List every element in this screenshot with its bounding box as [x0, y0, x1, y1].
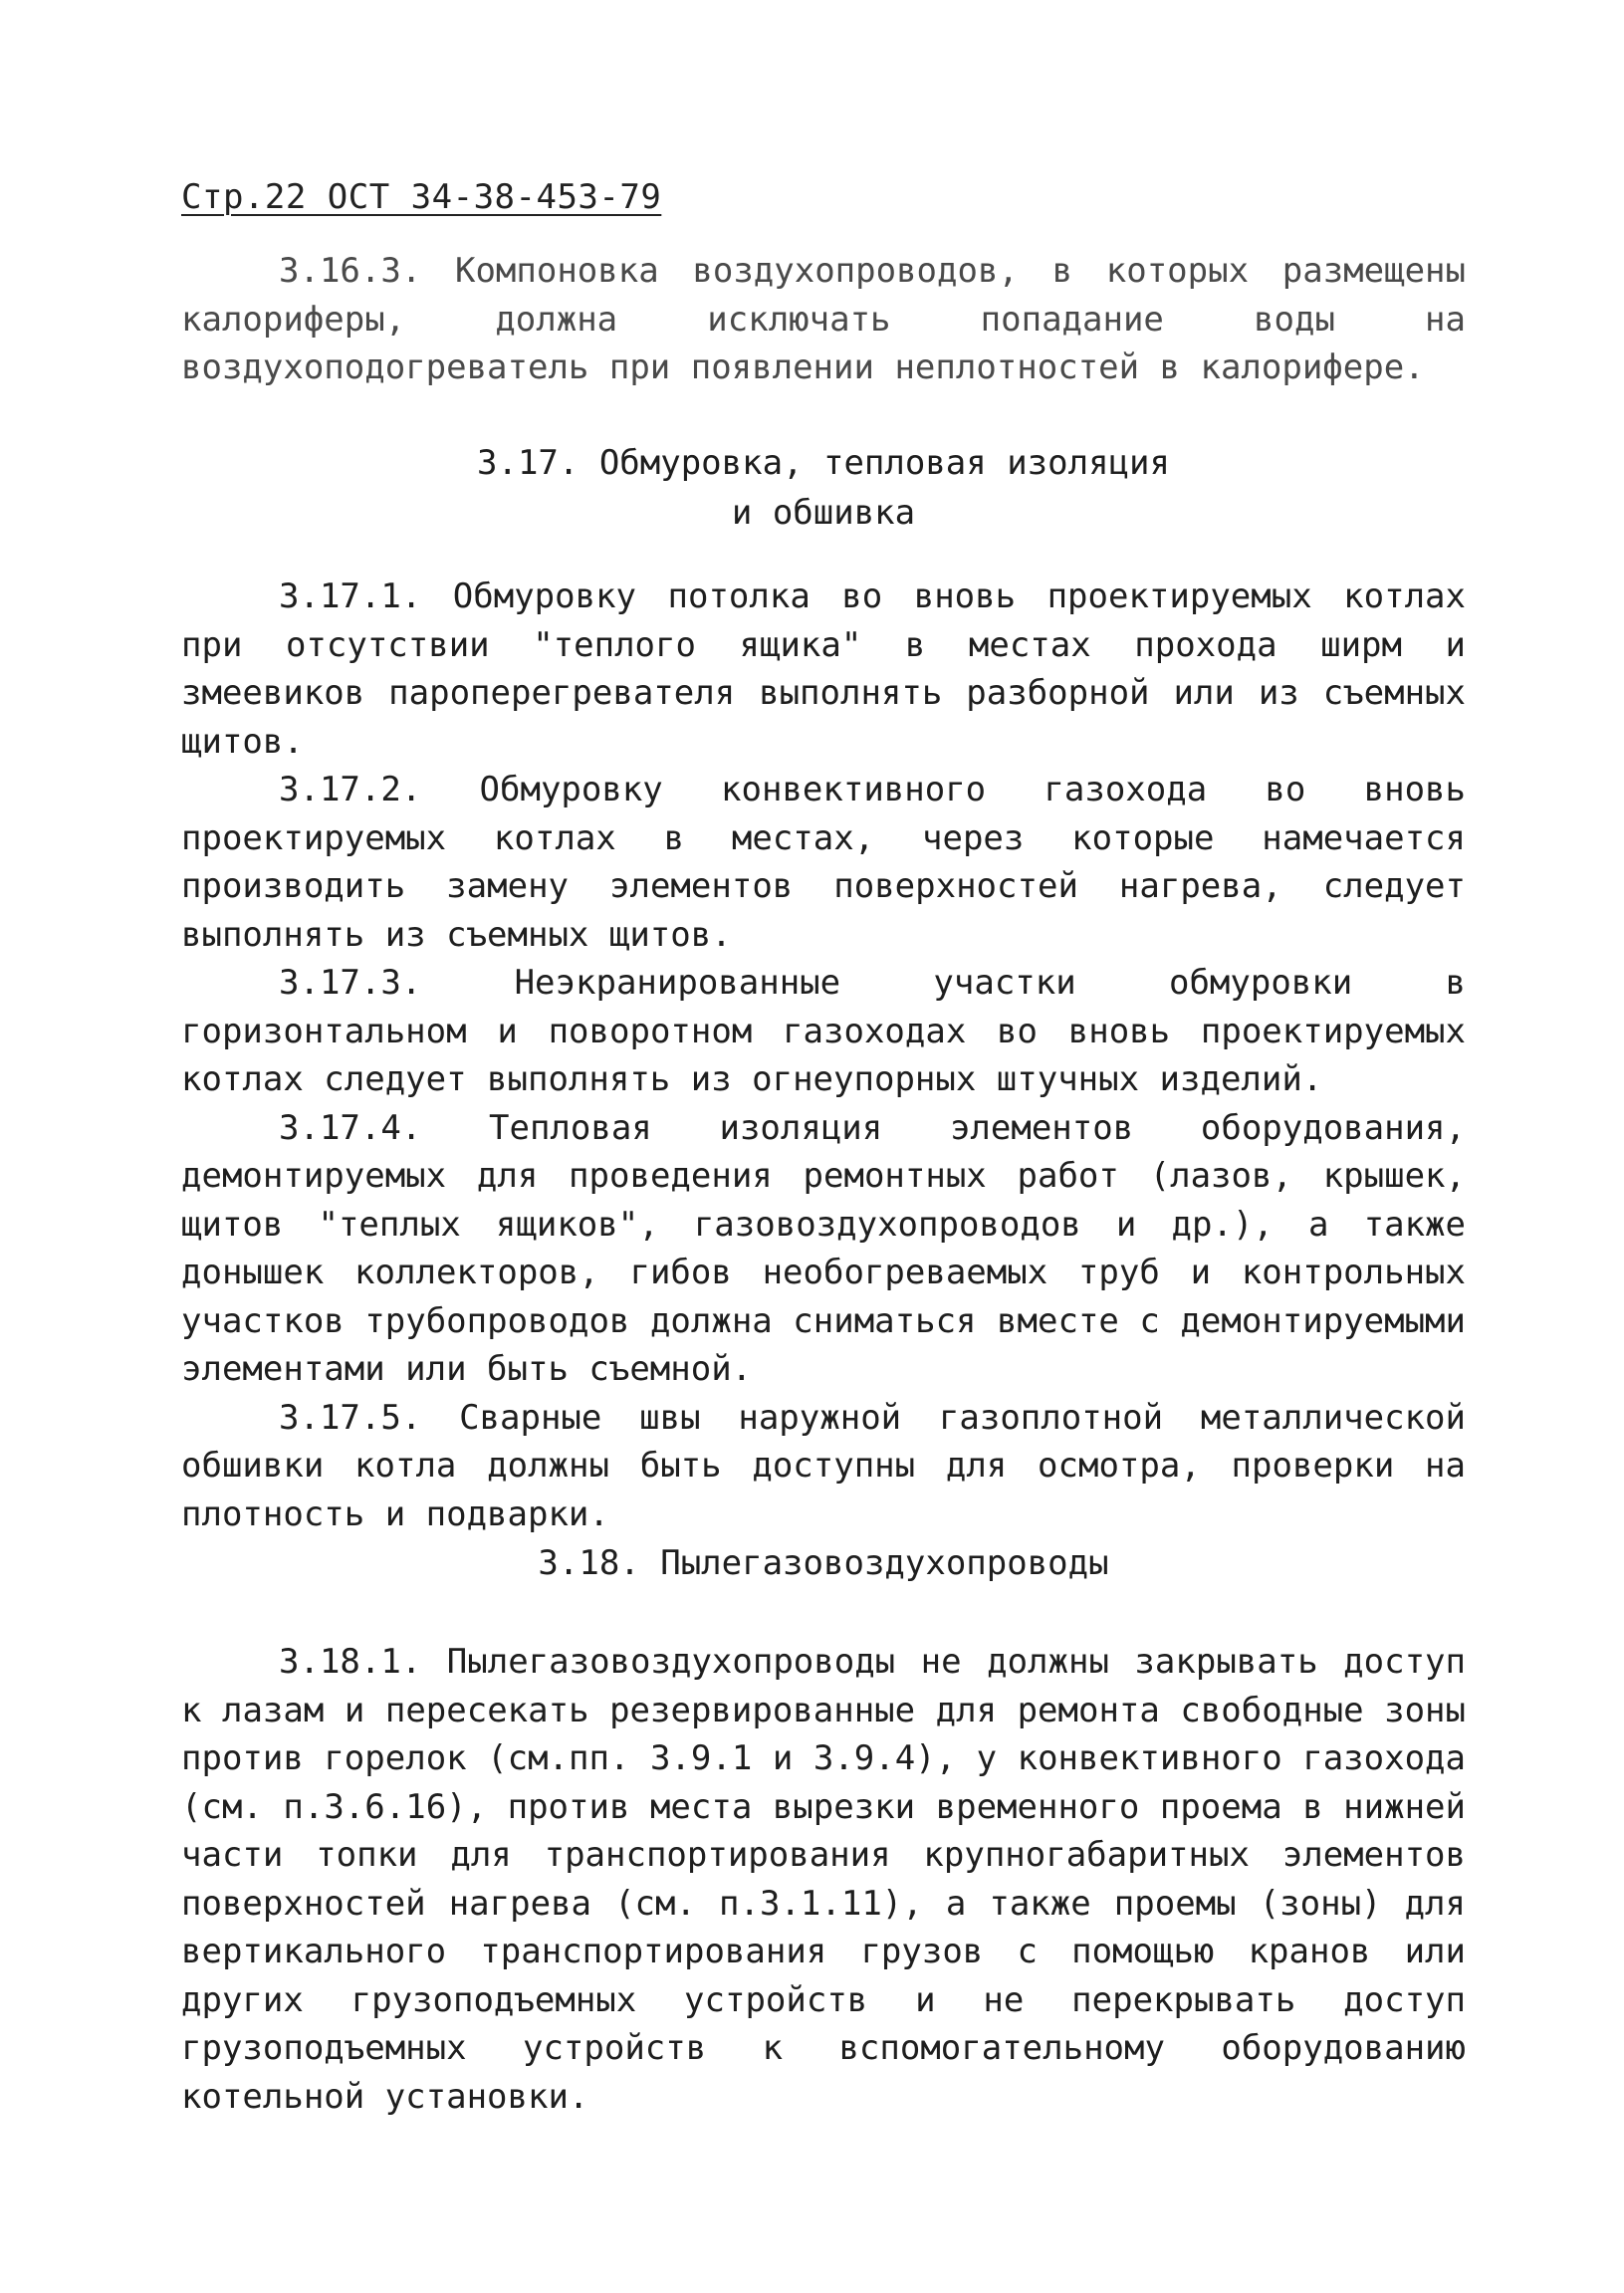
paragraph-3-17-2: 3.17.2. Обмуровку конвективного газохода во вновь проектируемых котлах в местах, через которые намечается производить замену элементов поверхностей нагрева, следует выполнять из съемных щитов.: [181, 770, 1466, 955]
paragraph-3-17-5: 3.17.5. Сварные швы наружной газоплотной металлической обшивки котла должны быть доступны для осмотра, проверки на плотность и подварки.: [181, 1397, 1466, 1534]
section-title-line: и обшивка: [731, 493, 916, 533]
section-title-line: 3.17. Обмуровка, тепловая изоляция: [477, 443, 1170, 483]
section-body-3-18: [181, 1638, 1466, 2121]
paragraph-3-16-3: 3.16.3. Компоновка воздухопроводов, в которых размещены калориферы, должна исключать попадание воды на воздухоподогреватель при появлении неплотностей в калорифере.: [181, 251, 1466, 387]
page-header: Стр.22 ОСТ 34-38-453-79: [181, 177, 662, 217]
paragraph-3-17-1: 3.17.1. Обмуровку потолка во вновь проектируемых котлах при отсутствии "теплого ящика" в местах прохода ширм и змеевиков пароперегревателя выполнять разборной или из съемных щитов.: [181, 576, 1466, 762]
section-heading-3-17: [181, 438, 1466, 538]
paragraph-3-17-4: 3.17.4. Тепловая изоляция элементов оборудования, демонтируемых для проведения ремонтных работ (лазов, крышек, щитов "теплых ящиков", газовоздухопроводов и др.), а также донышек коллекторов, гибов необогреваемых труб и контрольных участков трубопроводов должна сниматься вместе с демонтируемыми элементами или быть съемной.: [181, 1107, 1466, 1389]
section-body-3-17: [181, 573, 1466, 1538]
section-title-line: 3.18. Пылегазовоздухопроводы: [538, 1543, 1109, 1583]
paragraph-3-17-3: 3.17.3. Неэкранированные участки обмуровки в горизонтальном и поворотном газоходах во вновь проектируемых котлах следует выполнять из огнеупорных штучных изделий.: [181, 963, 1466, 1099]
intro-block: [181, 247, 1466, 392]
section-heading-3-18: [181, 1538, 1466, 1588]
paragraph-3-18-1: 3.18.1. Пылегазовоздухопроводы не должны закрывать доступ к лазам и пересекать резервированные для ремонта свободные зоны против горелок (см.пп. 3.9.1 и 3.9.4), у конвективного газохода (см. п.3.6.16), против места вырезки временного проема в нижней части топки для транспортирования крупногабаритных элементов поверхностей нагрева (см. п.3.1.11), а также проемы (зоны) для вертикального транспортирования грузов с помощью кранов или других грузоподъемных устройств и не перекрывать доступ грузоподъемных устройств к вспомогательному оборудованию котельной установки.: [181, 1642, 1466, 2117]
